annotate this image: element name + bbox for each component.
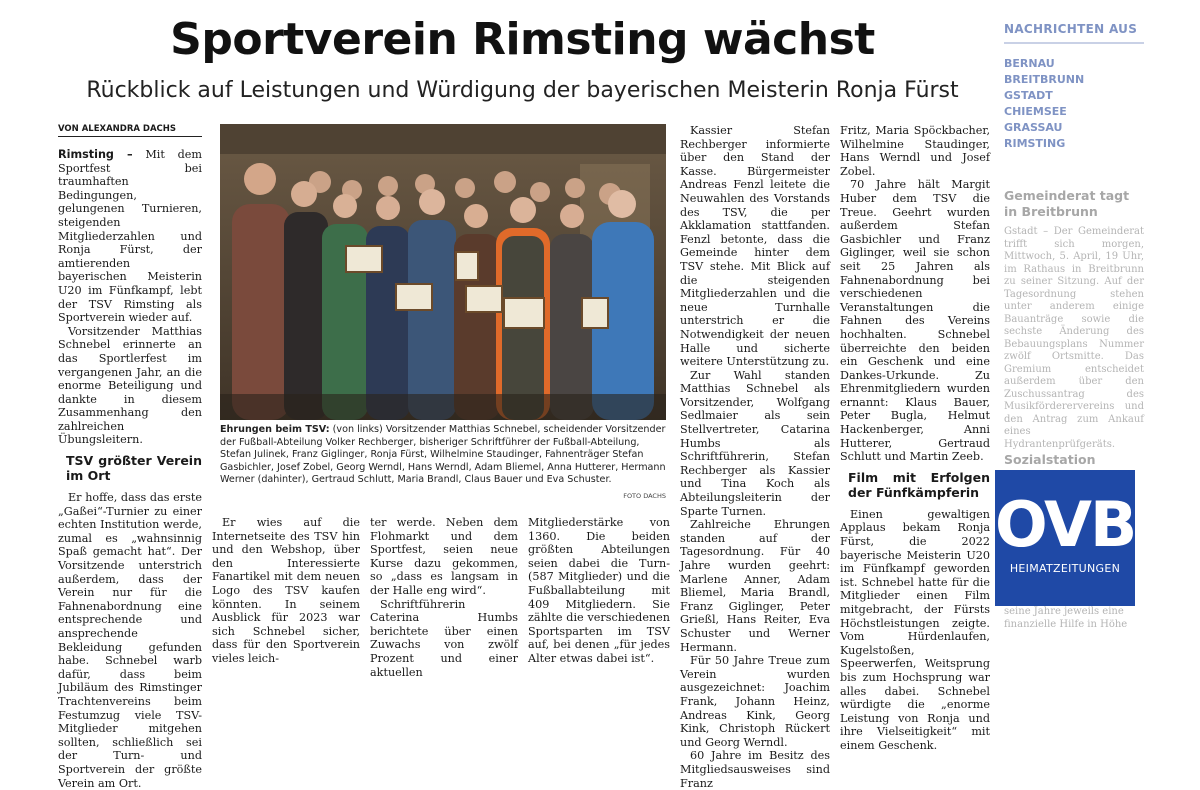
photo-caption [220, 424, 666, 487]
article-paragraph: Mitgliederstärke von 1360. Die beiden größten Abteilungen seien dabei die Turn- (587 Mitglieder) und die Fußballabteilung mit 409 Mitgliedern. Sie zählte die verschiedenen Sportsparten im TSV auf, bei denen „für jedes Alter etwas dabei ist“. [528, 516, 670, 665]
subheadline: Rückblick auf Leistungen und Würdigung der bayerischen Meisterin Ronja Fürst [86, 78, 959, 103]
article-column-6 [840, 124, 990, 752]
group-photo-illustration [220, 124, 666, 420]
logo-tagline: HEIMATZEITUNGEN [1009, 562, 1121, 575]
article-paragraph: Für 50 Jahre Treue zum Verein wurden ausgezeichnet: Joachim Frank, Johann Heinz, Andreas Kink, Georg Kink, Christoph Rückert und Georg Werndl. [680, 654, 830, 749]
article-column-5 [680, 124, 830, 790]
local-news-sidebar [1004, 22, 1144, 152]
sidebar-news-heading: Gemeinderat tagt in Breitbrunn [1004, 188, 1130, 219]
sidebar-footer-text: seine Jahre jeweils eine finanzielle Hilfe in Höhe [1004, 606, 1128, 630]
sidebar-heading: NACHRICHTEN AUS [1004, 22, 1144, 44]
section-heading: Film mit Erfolgen der Fünfkämpferin [848, 469, 990, 500]
article-paragraph: Fritz, Maria Spöckbacher, Wilhelmine Staudinger, Hans Werndl und Josef Zobel. [840, 124, 990, 178]
sidebar-news-body: Der Gemeinderat trifft sich morgen, Mittwoch, 5. April, 19 Uhr, im Rathaus in Breitbrunn zu seiner Sitzung. Auf der Tagesordnung stehen unter anderem einige Bauanträge sowie die sechste Änderung des Bebauungsplans Nummer zwölf Ortsmitte. Das Gremium entscheidet außerdem über den Zuschussantrag des Musikförderervereins und den Antrag zum Ankauf eines Hydrantenprüfgeräts. [1004, 226, 1145, 450]
ovb-logo [995, 470, 1135, 606]
article-paragraph: Schriftführerin Caterina Humbs berichtete über einen Zuwachs von zwölf Prozent und einer aktuellen [370, 597, 518, 679]
article-paragraph: Vorsitzender Matthias Schnebel erinnerte an das Sportlerfest im vergangenen Jahr, an die enorme Beteiligung und dankte in diesem Zusammenhang den zahlreichen Übungsleitern. [58, 324, 202, 447]
article-column-4 [528, 516, 670, 665]
town-link-bernau[interactable]: BERNAU [1004, 57, 1055, 70]
caption-label: Ehrungen beim TSV: [220, 424, 330, 435]
town-link-gstadt[interactable]: GSTADT [1004, 89, 1053, 102]
sidebar-news-text [1004, 226, 1144, 451]
byline: VON ALEXANDRA DACHS [58, 124, 202, 137]
sidebar-dateline: Gstadt – [1004, 226, 1049, 237]
town-link-breitbrunn[interactable]: BREITBRUNN [1004, 73, 1085, 86]
section-heading: TSV größter Verein im Ort [66, 453, 202, 484]
article-column-3 [370, 516, 518, 679]
article-paragraph: Einen gewaltigen Applaus bekam Ronja Fürst, die 2022 bayerische Meisterin U20 im Fünfkampf geworden ist. Schnebel hatte für die Mitglieder einen Film mitgebracht, der Fürsts Höchstleistungen zeigte. Vom Hürdenlaufen, Kugelstoßen, Speerwerfen, Weitsprung bis zum Hochsprung war alles dabei. Schnebel würdigte die „enorme Leistung von Ronja und ihre Vielseitigkeit“ mit einem Geschenk. [840, 507, 990, 752]
article-paragraph: Er hoffe, dass das erste „Gaßei“-Turnier zu einer echten Institution werde, zumal es „wahnsinnig Spaß gemacht hat“. Der Vorsitzende unterstrich außerdem, dass der Verein nur für die Fahnenabordnung eine entsprechende und ansprechende Bekleidung gefunden habe. Schnebel warb dafür, dass beim Jubiläum des Rimstinger Trachtenvereins beim Festumzug viele TSV-Mitglieder mitgehen sollten, schließlich sei der Turn- und Sportverein der größte Verein am Ort. [58, 491, 202, 790]
sidebar-news2-heading: Sozialstation [1004, 452, 1096, 467]
paragraph-text: Mit dem Sportfest bei traumhaften Bedingungen, gelungenen Turnieren, steigenden Mitgliederzahlen und Ronja Fürst, der amtierenden bayerischen Meisterin U20 im Fünfkampf, lebt der TSV Rimsting als Sportverein wieder auf. [58, 148, 202, 325]
article-paragraph: 60 Jahre im Besitz des Mitgliedsausweises sind Franz [680, 749, 830, 790]
town-list [1004, 56, 1144, 152]
article-column-1 [58, 148, 202, 790]
article-paragraph: Zahlreiche Ehrungen standen auf der Tagesordnung. Für 40 Jahre wurden geehrt: Marlene Anner, Adam Bliemel, Maria Brandl, Franz Giglinger, Peter Grießl, Hans Reiter, Eva Schuster und Werner Hermann. [680, 518, 830, 654]
article-paragraph: 70 Jahre hält Margit Huber dem TSV die Treue. Geehrt wurden außerdem Stefan Gasbichler und Franz Giglinger, weil sie schon seit 25 Jahren als Fahnenabordnung bei verschiedenen Veranstaltungen die Fahnen des Vereins hochhalten. Schnebel überreichte den beiden ein Geschenk und eine Dankes-Urkunde. Zu Ehrenmitgliedern wurden ernannt: Klaus Bauer, Peter Bugla, Helmut Hackenberger, Anni Hutterer, Gertraud Schlutt und Martin Zeeb. [840, 178, 990, 464]
town-link-grassau[interactable]: GRASSAU [1004, 121, 1063, 134]
caption-text: (von links) Vorsitzender Matthias Schnebel, scheidender Vorsitzender der Fußball-Abteilung Volker Rechberger, bisheriger Schriftführer der Fußball-Abteilung, Stefan Julinek, Franz Giglinger, Ronja Fürst, Wilhelmine Staudinger, Fahnenträger Stefan Gasbichler, Josef Zobel, Georg Werndl, Hans Werndl, Adam Bliemel, Anna Hutterer, Hermann Werner (dahinter), Gertraud Schlutt, Maria Brandl, Claus Bauer und Eva Schuster. [220, 424, 666, 486]
town-link-rimsting[interactable]: RIMSTING [1004, 137, 1066, 150]
article-paragraph: ter werde. Neben dem Flohmarkt und dem Sportfest, seien neue Kurse dazu gekommen, so „dass es langsam in der Halle eng wird“. [370, 516, 518, 597]
photo-credit: FOTO DACHS [623, 492, 666, 500]
article-paragraph [58, 148, 202, 325]
article-paragraph: Zur Wahl standen Matthias Schnebel als Vorsitzender, Wolfgang Sedlmaier als sein Stellvertreter, Catarina Humbs als Schriftführerin, Stefan Rechberger als Kassier und Tina Koch als Abteilungsleiterin der Sparte Turnen. [680, 368, 830, 518]
article-paragraph: Kassier Stefan Rechberger informierte über den Stand der Kasse. Bürgermeister Andreas Fenzl leitete die Neuwahlen des Vorstands des TSV, die per Akklamation stattfanden. Fenzl betonte, dass die Gemeinde hinter dem TSV stehe. Mit Blick auf die steigenden Mitgliederzahlen und die neue Turnhalle unterstrich er die Notwendigkeit der neuen Halle und sicherte weitere Unterstützung zu. [680, 124, 830, 369]
logo-wordmark: OVB [995, 488, 1136, 561]
headline: Sportverein Rimsting wächst [170, 14, 875, 65]
article-photo [220, 124, 666, 420]
town-link-chiemsee[interactable]: CHIEMSEE [1004, 105, 1067, 118]
article-column-2 [212, 516, 360, 665]
dateline: Rimsting – [58, 148, 133, 161]
article-paragraph: Er wies auf die Internetseite des TSV hin und den Webshop, über den Interessierte Fanartikel mit dem neuen Logo des TSV kaufen könnten. In seinem Ausblick für 2023 war sich Schnebel sicher, dass für den Sportverein vieles leich- [212, 516, 360, 665]
